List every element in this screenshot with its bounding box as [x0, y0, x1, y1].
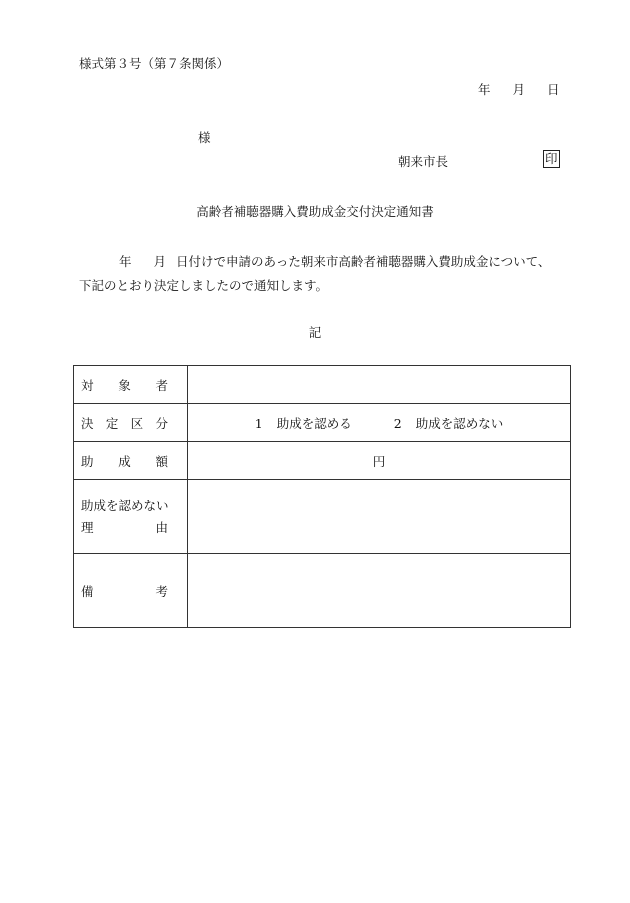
date-line	[478, 80, 560, 98]
issuer-name: 朝来市長	[398, 154, 449, 169]
label-reason-line-2: 理 由	[81, 519, 168, 535]
value-recipient	[188, 366, 571, 404]
label-decision: 決 定 区 分	[74, 404, 188, 442]
label-reason-line-1: 助成を認めない	[81, 497, 169, 513]
value-remarks	[188, 554, 571, 628]
table-row-remarks	[74, 554, 571, 628]
label-reason	[74, 480, 188, 554]
seal-mark: 印	[545, 151, 558, 166]
value-amount-yen: 円	[188, 442, 571, 480]
label-recipient: 対 象 者	[74, 366, 188, 404]
table-row-reason	[74, 480, 571, 554]
notice-body	[79, 250, 579, 298]
addressee-honorific: 様	[198, 130, 211, 145]
body-month: 月	[153, 254, 167, 269]
option-2-text: 助成を認めない	[415, 415, 504, 431]
table-row-decision	[74, 404, 571, 442]
value-decision	[188, 404, 571, 442]
option-1-text: 助成を認める	[276, 415, 352, 431]
body-year: 年	[119, 254, 132, 269]
document-title: 高齢者補聴器購入費助成金交付決定通知書	[196, 204, 434, 219]
table-row-amount	[74, 442, 571, 480]
date-month: 月	[512, 82, 526, 97]
date-year: 年	[478, 82, 491, 97]
label-remarks: 備 考	[74, 554, 188, 628]
value-reason	[188, 480, 571, 554]
date-day: 日	[547, 82, 560, 97]
option-2-number: 2	[393, 415, 402, 431]
ki-heading: 記	[308, 325, 322, 340]
decision-table	[73, 365, 571, 628]
label-amount: 助 成 額	[74, 442, 188, 480]
body-line1-rest: 日付けで申請のあった朝来市高齢者補聴器購入費助成金について、	[176, 254, 551, 269]
form-number: 様式第３号（第７条関係）	[79, 56, 230, 71]
notice-body-line-2: 下記のとおり決定しましたので通知します。	[79, 278, 329, 293]
table-row-recipient	[74, 366, 571, 404]
notice-body-line-1	[79, 250, 579, 274]
option-1-number: 1	[254, 415, 263, 431]
